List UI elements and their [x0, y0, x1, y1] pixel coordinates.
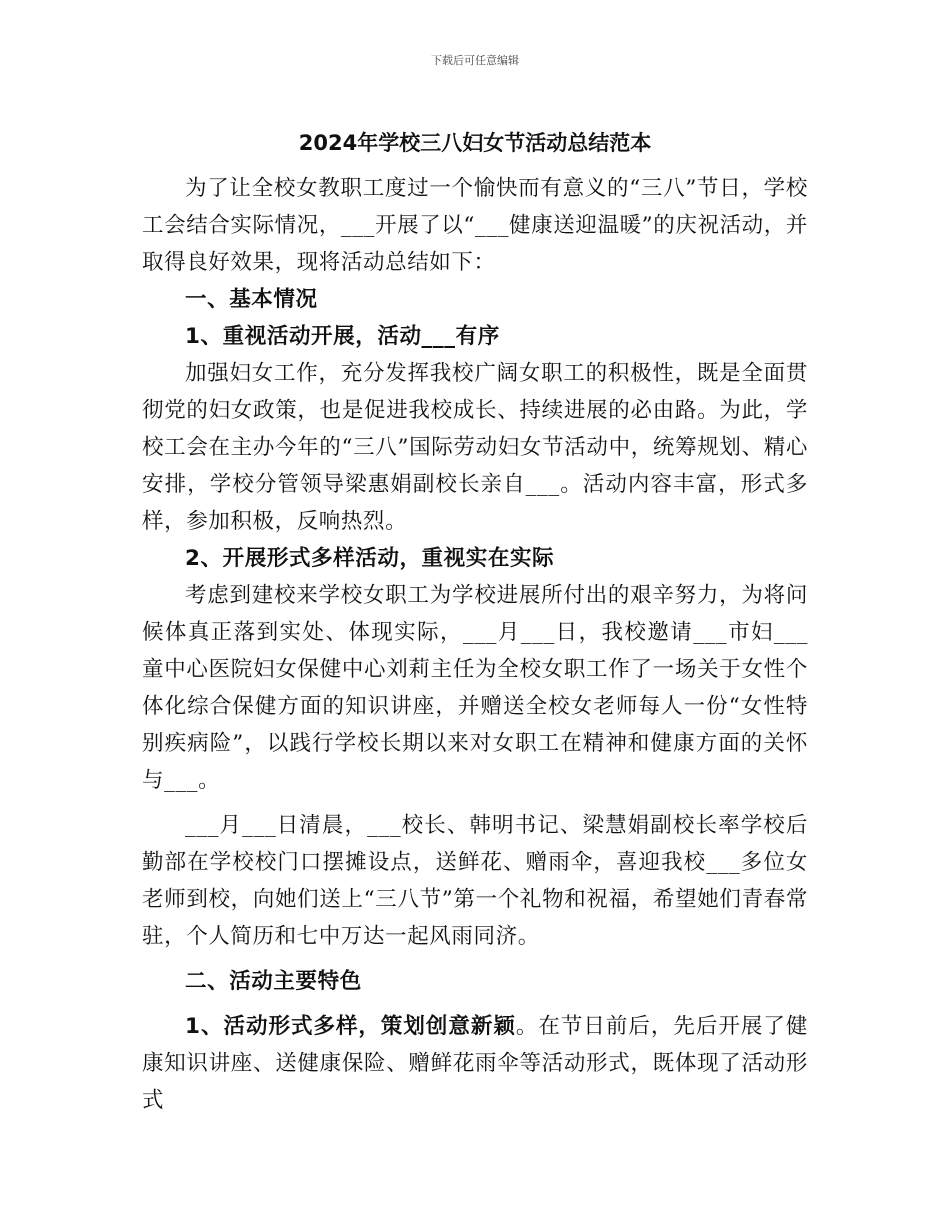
- subsection-heading-1: 1、重视活动开展，活动___有序: [185, 324, 500, 349]
- section-heading-basic: 一、基本情况: [185, 287, 318, 312]
- subsection-2-paragraph: 考虑到建校来学校女职工为学校进展所付出的艰辛努力，为将问候体真正落到实处、体现实际，___月___日，我校邀请___市妇___童中心医院妇女保健中心刘莉主任为全校女职工作了一场关于女性个体化综合保健方面的知识讲座，并赠送全校女老师每人一份“女性特别疾病险”，以践行学校长期以来对女职工在精神和健康方面的关怀与___。: [142, 583, 808, 793]
- subsection-1-paragraph: 加强妇女工作，充分发挥我校广阔女职工的积极性，既是全面贯彻党的妇女政策，也是促进我校成长、持续进展的必由路。为此，学校工会在主办今年的“三八”国际劳动妇女节活动中，统筹规划、精心安排，学校分管领导梁惠娟副校长亲自___。活动内容丰富，形式多样，参加积极，反响热烈。: [142, 361, 808, 534]
- feature-1-paragraph: [142, 1008, 808, 1119]
- section-heading-features: 二、活动主要特色: [185, 969, 362, 994]
- intro-paragraph: 为了让全校女教职工度过一个愉快而有意义的“三八”节日，学校工会结合实际情况，___开展了以“___健康送迎温暖”的庆祝活动，并取得良好效果，现将活动总结如下：: [142, 176, 808, 275]
- document-body: [142, 170, 808, 1119]
- document-title: 2024年学校三八妇女节活动总结范本: [298, 131, 652, 155]
- header-note: 下载后可任意编辑: [431, 54, 519, 67]
- subsection-heading-2: 2、开展形式多样活动，重视实在实际: [185, 546, 555, 571]
- feature-1-body: 。在节日前后，先后开展了健康知识讲座、送健康保险、赠鲜花雨伞等活动形式，既体现了活动形式: [142, 1014, 808, 1113]
- subsection-2-paragraph-2: ___月___日清晨，___校长、韩明书记、梁慧娟副校长率学校后勤部在学校校门口摆摊设点，送鲜花、赠雨伞，喜迎我校___多位女老师到校，向她们送上“三八节”第一个礼物和祝福，希望她们青春常驻，个人简历和七中万达一起风雨同济。: [142, 813, 808, 949]
- feature-1-lead: 1、活动形式多样，策划创意新颖: [185, 1014, 516, 1039]
